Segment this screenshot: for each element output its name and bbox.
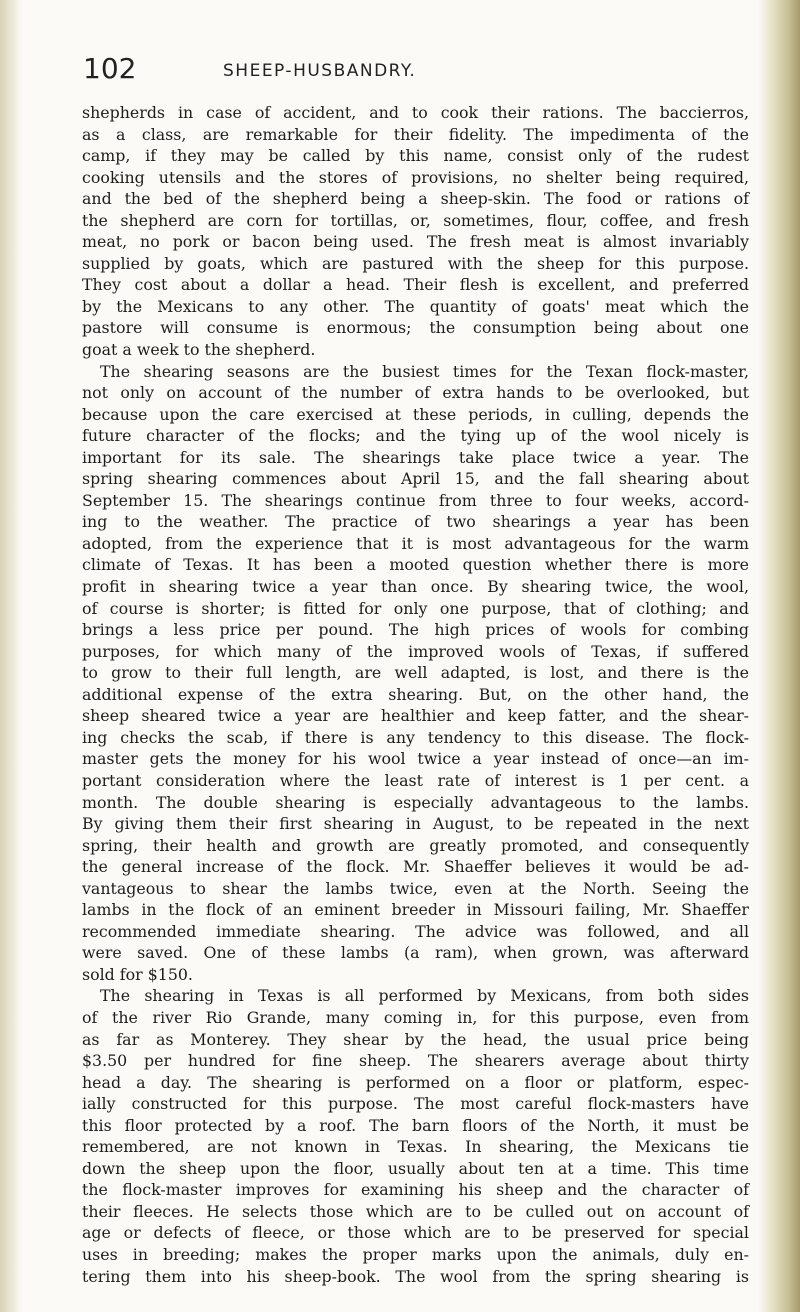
text-line: their fleeces. He selects those which are to be culled out on account of [82,1201,749,1221]
text-line: and the bed of the shepherd being a sheep-skin. The food or rations of [82,189,749,209]
text-line: $3.50 per hundred for fine sheep. The shearers average about thirty [82,1051,749,1071]
text-line: adopted, from the experience that it is most advantageous for the warm [82,533,749,553]
text-line: were saved. One of these lambs (a ram), when grown, was afterward [82,943,749,963]
paragraph-start-line: The shearing in Texas is all performed by Mexicans, from both sides [100,986,749,1006]
text-line: important for its sale. The shearings take place twice a year. The [82,447,749,467]
text-line: pastore will consume is enormous; the consumption being about one [82,318,749,338]
text-line: to grow to their full length, are well adapted, is lost, and there is the [82,663,749,683]
text-line: remembered, are not known in Texas. In shearing, the Mexicans tie [82,1137,749,1157]
text-line: ing to the weather. The practice of two shearings a year has been [82,512,749,532]
paragraph-start-line: The shearing seasons are the busiest times for the Texan flock-master, [100,361,749,381]
text-line: camp, if they may be called by this name, consist only of the rudest [82,146,749,166]
text-line: purposes, for which many of the improved wools of Texas, if suffered [82,641,749,661]
text-line: head a day. The shearing is performed on a floor or platform, espec- [82,1072,749,1092]
body-text [82,102,749,1287]
text-line: By giving them their first shearing in August, to be repeated in the next [82,814,749,834]
text-line: shepherds in case of accident, and to cook their rations. The baccierros, [82,103,749,122]
text-line: spring, their health and growth are greatly promoted, and consequently [82,835,749,855]
text-line: September 15. The shearings continue from three to four weeks, accord- [82,490,749,510]
page-edge-shadow [758,0,800,1312]
text-line: portant consideration where the least rate of interest is 1 per cent. a [82,770,749,790]
text-line: age or defects of fleece, or those which are to be preserved for special [82,1223,749,1243]
text-line: ing checks the scab, if there is any tendency to this disease. The flock- [82,727,749,747]
text-line: of course is shorter; is fitted for only one purpose, that of clothing; and [82,598,749,618]
text-line: spring shearing commences about April 15, and the fall shearing about [82,469,749,489]
text-line: vantageous to shear the lambs twice, even at the North. Seeing the [82,878,749,898]
text-line: the general increase of the flock. Mr. Shaeffer believes it would be ad- [82,857,749,877]
text-line: ially constructed for this purpose. The most careful flock-masters have [82,1094,749,1114]
text-line: the shepherd are corn for tortillas, or, sometimes, flour, coffee, and fresh [82,210,749,230]
text-line: the flock-master improves for examining his sheep and the character of [82,1180,749,1200]
text-line: supplied by goats, which are pastured with the sheep for this purpose. [82,253,749,273]
text-line: recommended immediate shearing. The advice was followed, and all [82,921,749,941]
text-line: not only on account of the number of extra hands to be overlooked, but [82,383,749,403]
text-line: of the river Rio Grande, many coming in, for this purpose, even from [82,1007,749,1027]
text-line: brings a less price per pound. The high prices of wools for combing [82,620,749,640]
page-number: 102 [83,52,137,85]
text-line: sold for $150. [82,964,193,984]
text-line: as far as Monterey. They shear by the head, the usual price being [82,1029,749,1049]
text-line: climate of Texas. It has been a mooted question whether there is more [82,555,749,575]
text-line: master gets the money for his wool twice a year instead of once—an im- [82,749,749,769]
text-line: sheep sheared twice a year are healthier and keep fatter, and the shear- [82,706,749,726]
text-line: meat, no pork or bacon being used. The fresh meat is almost invariably [82,232,749,252]
text-line: future character of the flocks; and the tying up of the wool nicely is [82,426,749,446]
text-line: uses in breeding; makes the proper marks upon the animals, duly en- [82,1244,749,1264]
text-line: down the sheep upon the floor, usually about ten at a time. This time [82,1158,749,1178]
running-head: SHEEP-HUSBANDRY. [223,61,417,81]
page-header [83,50,743,90]
text-line: because upon the care exercised at these periods, in culling, depends the [82,404,749,424]
text-line: profit in shearing twice a year than once. By shearing twice, the wool, [82,577,749,597]
text-line: goat a week to the shepherd. [82,340,316,360]
text-line: cooking utensils and the stores of provisions, no shelter being required, [82,167,749,187]
text-line: tering them into his sheep-book. The wool from the spring shearing is [82,1266,749,1286]
text-line: by the Mexicans to any other. The quantity of goats' meat which the [82,296,749,316]
page-gutter-shadow [0,0,22,1312]
text-line: month. The double shearing is especially advantageous to the lambs. [82,792,749,812]
text-line: additional expense of the extra shearing. But, on the other hand, the [82,684,749,704]
text-line: lambs in the flock of an eminent breeder in Missouri failing, Mr. Shaeffer [82,900,749,920]
text-line: They cost about a dollar a head. Their flesh is excellent, and preferred [82,275,749,295]
text-line: as a class, are remarkable for their fidelity. The impedimenta of the [82,124,749,144]
text-line: this floor protected by a roof. The barn floors of the North, it must be [82,1115,749,1135]
